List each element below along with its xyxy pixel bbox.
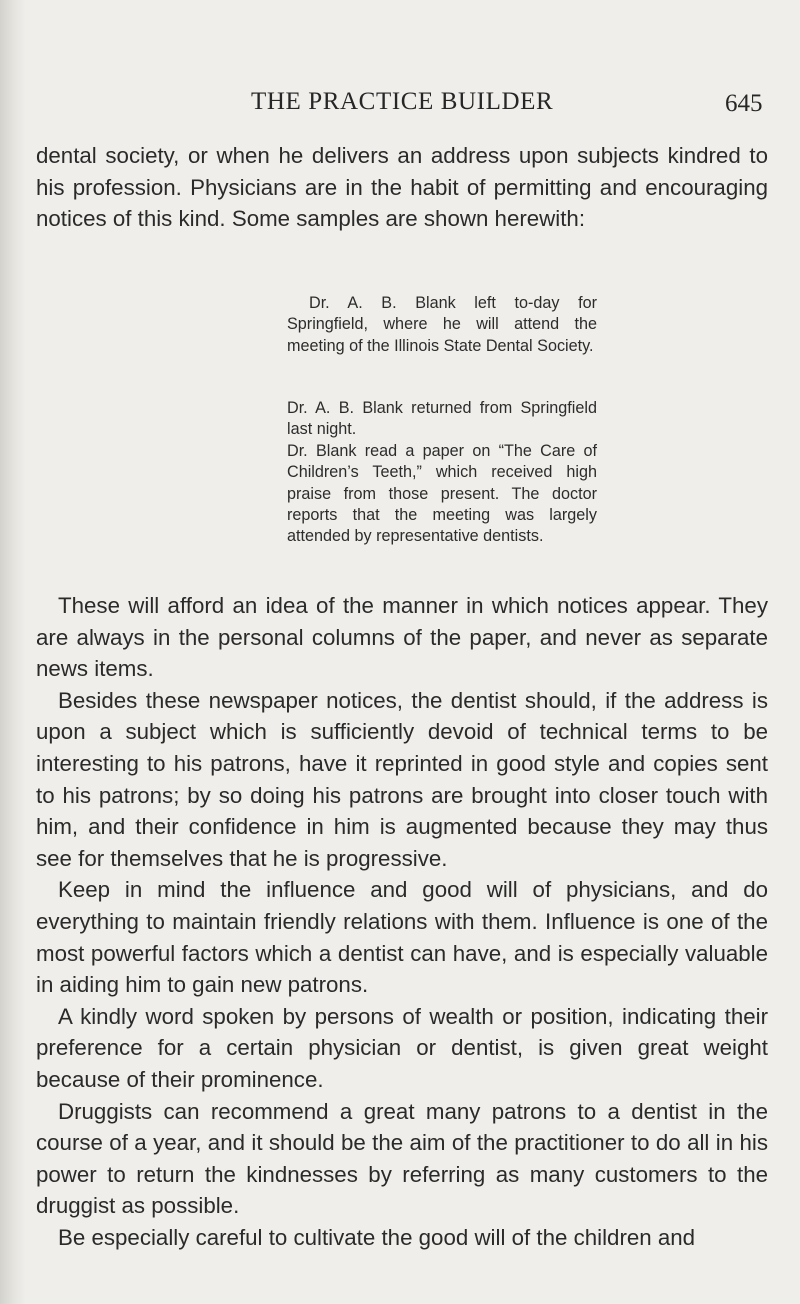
paragraph-physicians-influence: Keep in mind the influence and good will of physicians, and do everything to maintain friendly relations with them. Influence is one of the most powerful factors which a dentist can have, and is especially valuable in aiding him to gain new patrons. [36,877,768,998]
page-number: 645 [725,90,763,117]
sample-notice-2-paragraph-2: Dr. Blank read a paper on “The Care of Children’s Teeth,” which received high praise from those present. The doctor reports that the meeting was largely attended by representative dentists. [287,441,597,546]
paragraph-notices-idea: These will afford an idea of the manner in which notices appear. They are always in the personal columns of the paper, and never as separate news items. [36,593,768,682]
main-text-block [36,590,768,1253]
sample-notice-2 [287,398,597,548]
sample-notice-2-paragraph-1: Dr. A. B. Blank returned from Springfield last night. [287,399,597,439]
sample-notice-1-paragraph: Dr. A. B. Blank left to-day for Springfield, where he will attend the meeting of the Illinois State Dental Society. [287,294,597,355]
intro-paragraph: dental society, or when he delivers an address upon subjects kindred to his profession. Physicians are in the habit of permitting and encouraging notices of this kind. Some samples are shown herewith: [36,143,768,232]
running-head [0,88,800,128]
running-title: THE PRACTICE BUILDER [251,88,554,115]
sample-notice-1 [287,293,597,357]
paragraph-druggists: Druggists can recommend a great many patrons to a dentist in the course of a year, and it should be the aim of the practitioner to do all in his power to return the kindnesses by referring as many customers to the druggist as possible. [36,1098,768,1219]
paragraph-reprint-address: Besides these newspaper notices, the dentist should, if the address is upon a subject which is sufficiently devoid of technical terms to be interesting to his patrons, have it reprinted in good style and copies sent to his patrons; by so doing his patrons are brought into closer touch with him, and their confidence in him is augmented because they may thus see for themselves that he is progressive. [36,687,768,871]
paragraph-children: Be especially careful to cultivate the good will of the children and [58,1224,696,1250]
paragraph-kindly-word: A kindly word spoken by persons of wealth or position, indicating their preference for a certain physician or dentist, is given great weight because of their prominence. [36,1003,768,1092]
intro-paragraph-block [36,140,768,235]
